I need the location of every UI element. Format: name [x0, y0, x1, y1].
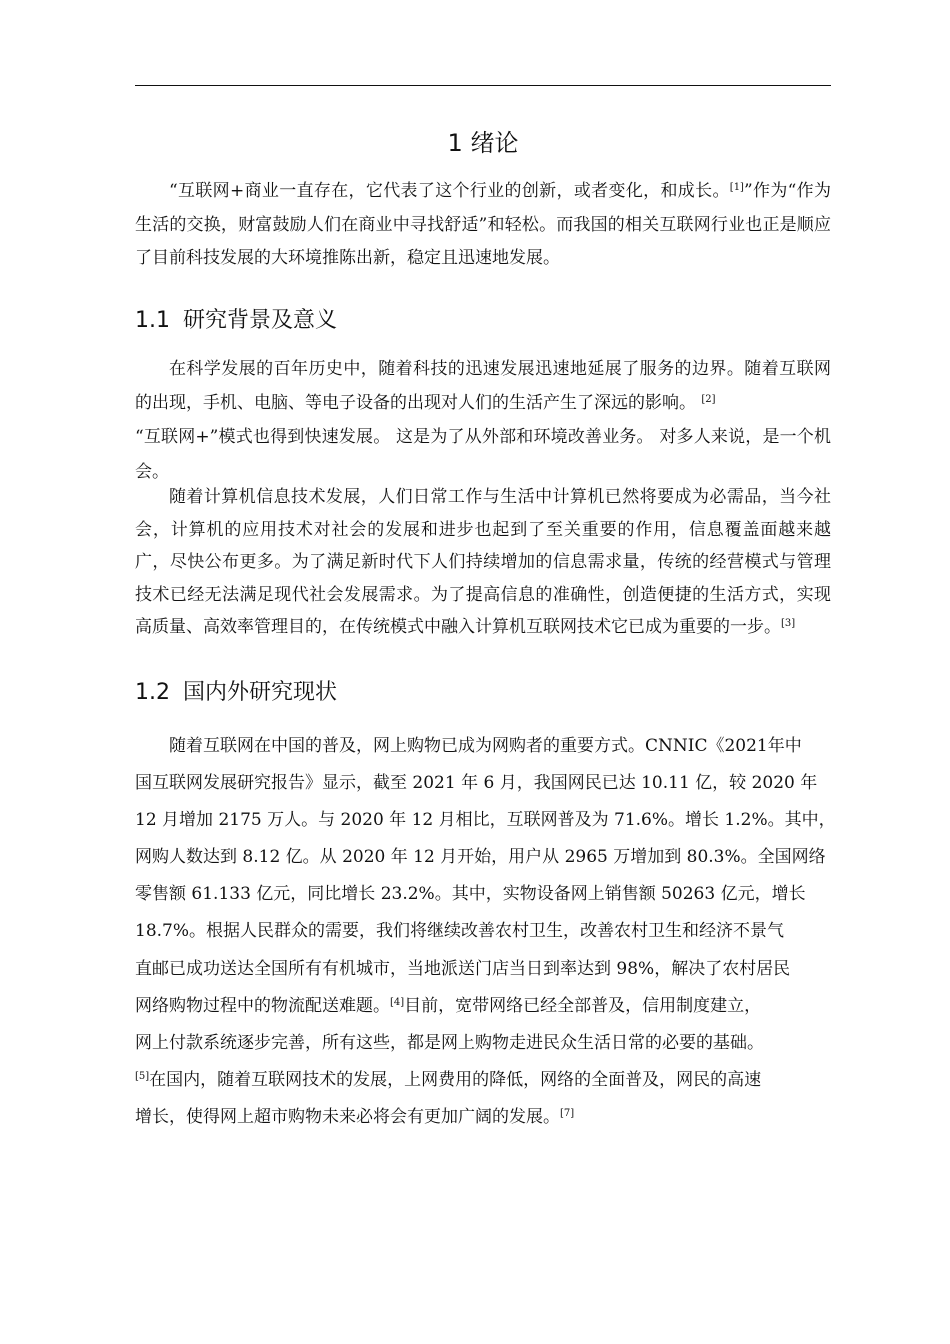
paragraph-line — [135, 1062, 831, 1099]
intro-text-2: ”作为“作为生活的交换，财富鼓励人们在商业中寻找舒适”和轻松。而我国的相关互联网行业也正是顺应了目前科技发展的大环境推陈出新，稳定且迅速地发展。 — [135, 181, 831, 268]
paragraph-line: 随着互联网在中国的普及，网上购物已成为网购者的重要方式。CNNIC《2021年中 — [169, 736, 802, 756]
paragraph-line — [135, 1099, 831, 1136]
paragraph-line: 国互联网发展研究报告》显示，截至 2021 年 6 月，我国网民已达 10.11 亿，较 2020 年 — [135, 773, 818, 794]
chapter-title: 1 绪论 — [447, 129, 519, 157]
line-text: 在国内，随着互联网技术的发展，上网费用的降低，网络的全面普及，网民的高速 — [149, 1069, 762, 1090]
paragraph-line: 12 月增加 2175 万人。与 2020 年 12 月相比，互联网普及为 71.6%。增长 1.2%。其中， — [135, 810, 836, 831]
paragraph-line: 网购人数达到 8.12 亿。从 2020 年 12 月开始，用户从 2965 万增加到 80.3%。全国网络 — [135, 847, 826, 868]
line-text: 网络购物过程中的物流配送难题。 — [135, 995, 390, 1016]
section-title: 研究背景及意义 — [183, 308, 338, 333]
citation-1: [1] — [729, 182, 744, 193]
section-title: 国内外研究现状 — [183, 680, 338, 705]
citation-3: [3] — [781, 618, 796, 630]
citation-7: [7] — [560, 1107, 575, 1119]
section-number: 1.1 — [135, 308, 170, 333]
paragraph-text: 在科学发展的百年历史中，随着科技的迅速发展迅速地延展了服务的边界。随着互联网的出现，手机、电脑、等电子设备的出现对人们的生活产生了深远的影响。 — [135, 359, 831, 414]
line-text: 增长，使得网上超市购物未来必将会有更加广阔的发展。 — [135, 1106, 560, 1127]
paragraph-text: “互联网+”模式也得到快速发展。 这是为了从外部和环境改善业务。 对多人来说，是一个机会。 — [135, 427, 831, 482]
status-paragraph — [135, 728, 836, 1136]
intro-paragraph — [135, 175, 831, 276]
background-paragraph-2 — [135, 481, 831, 644]
citation-4: [4] — [390, 996, 405, 1008]
section-heading-1-2 — [135, 678, 831, 708]
intro-text-1: “互联网+商业一直存在，它代表了这个行业的创新，或者变化，和成长。 — [169, 181, 730, 201]
section-heading-1-1 — [135, 306, 831, 336]
citation-2: [2] — [701, 394, 716, 406]
line-text: 目前，宽带网络已经全部普及，信用制度建立， — [404, 995, 762, 1016]
paragraph-line: 18.7%。根据人民群众的需要，我们将继续改善农村卫生，改善农村卫生和经济不景气 — [135, 921, 785, 942]
header-rule — [135, 85, 831, 86]
paragraph-line: 网上付款系统逐步完善，所有这些，都是网上购物走进民众生活日常的必要的基础。 — [135, 1032, 764, 1053]
paragraph-line — [135, 988, 831, 1025]
paragraph-text: 随着计算机信息技术发展，人们日常工作与生活中计算机已然将要成为必需品，当今社会，计算机的应用技术对社会的发展和进步也起到了至关重要的作用，信息覆盖面越来越广，尽快公布更多。为了满足新时代下人们持续增加的信息需求量，传统的经营模式与管理技术已经无法满足现代社会发展需求。为了提高信息的准确性，创造便捷的生活方式，实现高质量、高效率管理目的，在传统模式中融入计算机互联网技术它已成为重要的一步。 — [135, 487, 831, 638]
section-number: 1.2 — [135, 680, 170, 705]
paragraph-line: 零售额 61.133 亿元，同比增长 23.2%。其中，实物设备网上销售额 50263 亿元，增长 — [135, 884, 806, 905]
citation-5: [5] — [135, 1070, 150, 1082]
background-paragraph-1 — [135, 352, 831, 489]
paragraph-line: 直邮已成功送达全国所有有机城市，当地派送门店当日到率达到 98%，解决了农村居民 — [135, 958, 791, 979]
